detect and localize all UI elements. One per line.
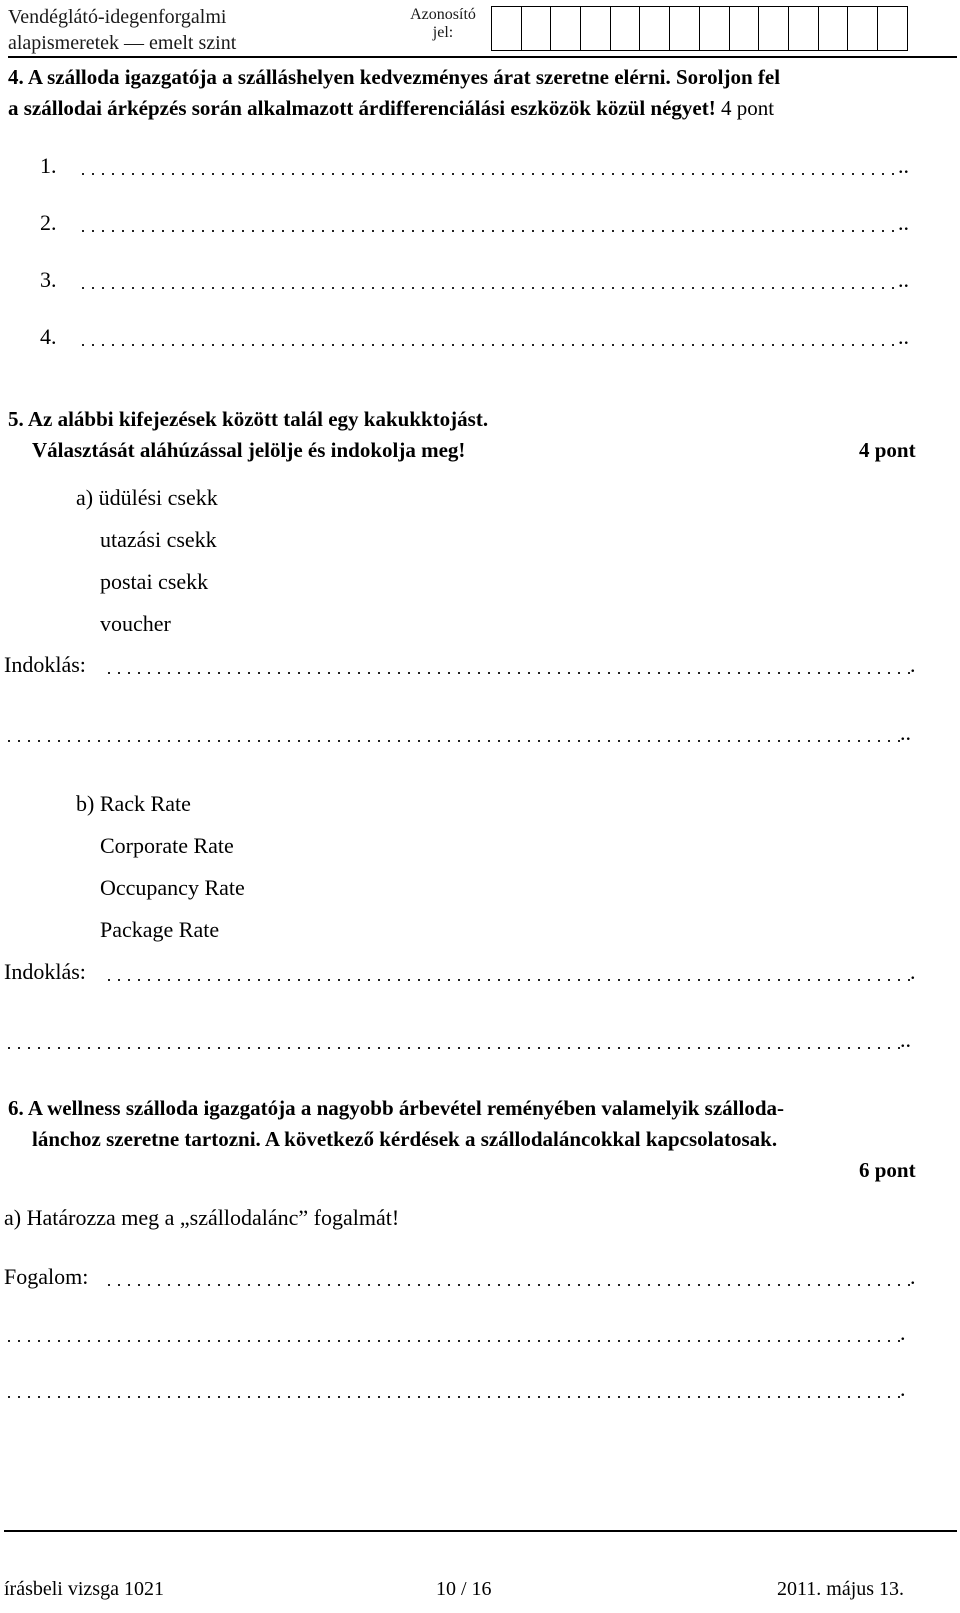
id-code-box[interactable] <box>789 6 819 51</box>
q6a-answer-line-2[interactable] <box>4 1330 900 1352</box>
id-label-line2: jel: <box>432 24 454 41</box>
q5a-option-1[interactable]: a) üdülési csekk <box>76 485 218 510</box>
q6a-prompt: a) Határozza meg a „szállodalánc” fogalmát! <box>4 1205 400 1230</box>
q5a-reason-label: Indoklás: <box>4 652 86 677</box>
q5b-reason-line-2[interactable] <box>4 1037 900 1059</box>
id-code-box[interactable] <box>492 6 522 51</box>
header-title-line2: alapismeretek — emelt szint <box>8 32 237 54</box>
q4-line2-wrap <box>8 93 774 123</box>
q6a-answer-line-3-end: . <box>900 1376 906 1401</box>
q5a-option-2[interactable]: utazási csekk <box>100 527 217 552</box>
id-code-box[interactable] <box>730 6 760 51</box>
q4-item-3-number: 3. <box>40 267 57 292</box>
id-label <box>408 6 478 42</box>
footer-exam-code: írásbeli vizsga 1021 <box>4 1578 164 1600</box>
header-title-line1: Vendéglátó-idegenforgalmi <box>8 6 227 28</box>
q4-answer-line-2[interactable] <box>78 220 898 242</box>
q5b-option-3[interactable]: Occupancy Rate <box>100 875 245 900</box>
q4-item-2-number: 2. <box>40 210 57 235</box>
q5a-option-3[interactable]: postai csekk <box>100 569 209 594</box>
id-code-box[interactable] <box>759 6 789 51</box>
id-code-box[interactable] <box>522 6 552 51</box>
q5a-reason-line-2[interactable] <box>4 730 900 752</box>
q4-answer-line-3[interactable] <box>78 277 898 299</box>
q5b-reason-label: Indoklás: <box>4 959 86 984</box>
footer-page-number: 10 / 16 <box>436 1578 492 1600</box>
q4-answer-line-2-end: .. <box>898 210 909 235</box>
footer-rule <box>4 1530 957 1532</box>
q5-line1: 5. Az alábbi kifejezések között talál egy kakukktojást. <box>8 407 489 431</box>
id-code-box[interactable] <box>878 6 908 51</box>
q6-line1: 6. A wellness szálloda igazgatója a nagyobb árbevétel reményében valamelyik szálloda- <box>8 1096 784 1120</box>
q6a-concept-label: Fogalom: <box>4 1264 89 1289</box>
id-label-line1: Azonosító <box>410 6 476 23</box>
header-title <box>8 4 236 56</box>
q4-item-1-number: 1. <box>40 153 57 178</box>
q4-answer-line-1[interactable] <box>78 163 898 185</box>
q5b-option-2[interactable]: Corporate Rate <box>100 833 234 858</box>
q5-line2: Választását aláhúzással jelölje és indokolja meg! <box>32 438 466 462</box>
q5b-option-4[interactable]: Package Rate <box>100 917 220 942</box>
q4-answer-line-1-end: .. <box>898 153 909 178</box>
q4-line1: 4. A szálloda igazgatója a szálláshelyen kedvezményes árat szeretne elérni. Soroljon fel <box>8 65 781 89</box>
q4-answer-line-4-end: .. <box>898 324 909 349</box>
id-code-box[interactable] <box>611 6 641 51</box>
q5a-option-4[interactable]: voucher <box>100 611 171 636</box>
q6-line2: lánchoz szeretne tartozni. A következő kérdések a szállodaláncokkal kapcsolatosak. <box>32 1127 778 1151</box>
id-code-box[interactable] <box>640 6 670 51</box>
q5a-reason-line-1-end: . <box>910 652 916 677</box>
q4-answer-line-3-end: .. <box>898 267 909 292</box>
q5-points: 4 pont <box>859 438 916 462</box>
id-code-box[interactable] <box>848 6 878 51</box>
q5a-reason-line-2-end: .. <box>900 720 911 745</box>
q6a-answer-line-1[interactable] <box>104 1274 910 1296</box>
id-code-box[interactable] <box>700 6 730 51</box>
q4-line2: a szállodai árképzés során alkalmazott árdifferenciálási eszközök közül négyet! <box>8 96 716 120</box>
q6a-answer-line-1-end: . <box>910 1264 916 1289</box>
q6a-answer-line-2-end: . <box>900 1320 906 1345</box>
id-code-box[interactable] <box>819 6 849 51</box>
q4-answer-line-4[interactable] <box>78 334 898 356</box>
q6-points: 6 pont <box>859 1158 916 1182</box>
q5b-reason-line-2-end: .. <box>900 1027 911 1052</box>
q5b-reason-line-1-end: . <box>910 959 916 984</box>
q5a-reason-line-1[interactable] <box>104 662 910 684</box>
id-code-box[interactable] <box>670 6 700 51</box>
id-code-box[interactable] <box>581 6 611 51</box>
id-code-boxes[interactable] <box>491 6 908 51</box>
q5b-option-1[interactable]: b) Rack Rate <box>76 791 191 816</box>
q5b-reason-line-1[interactable] <box>104 969 910 991</box>
q4-item-4-number: 4. <box>40 324 57 349</box>
footer-date: 2011. május 13. <box>777 1578 905 1600</box>
q6a-answer-line-3[interactable] <box>4 1386 900 1408</box>
q4-points: 4 pont <box>720 96 775 120</box>
header-rule <box>8 56 957 58</box>
id-code-box[interactable] <box>551 6 581 51</box>
